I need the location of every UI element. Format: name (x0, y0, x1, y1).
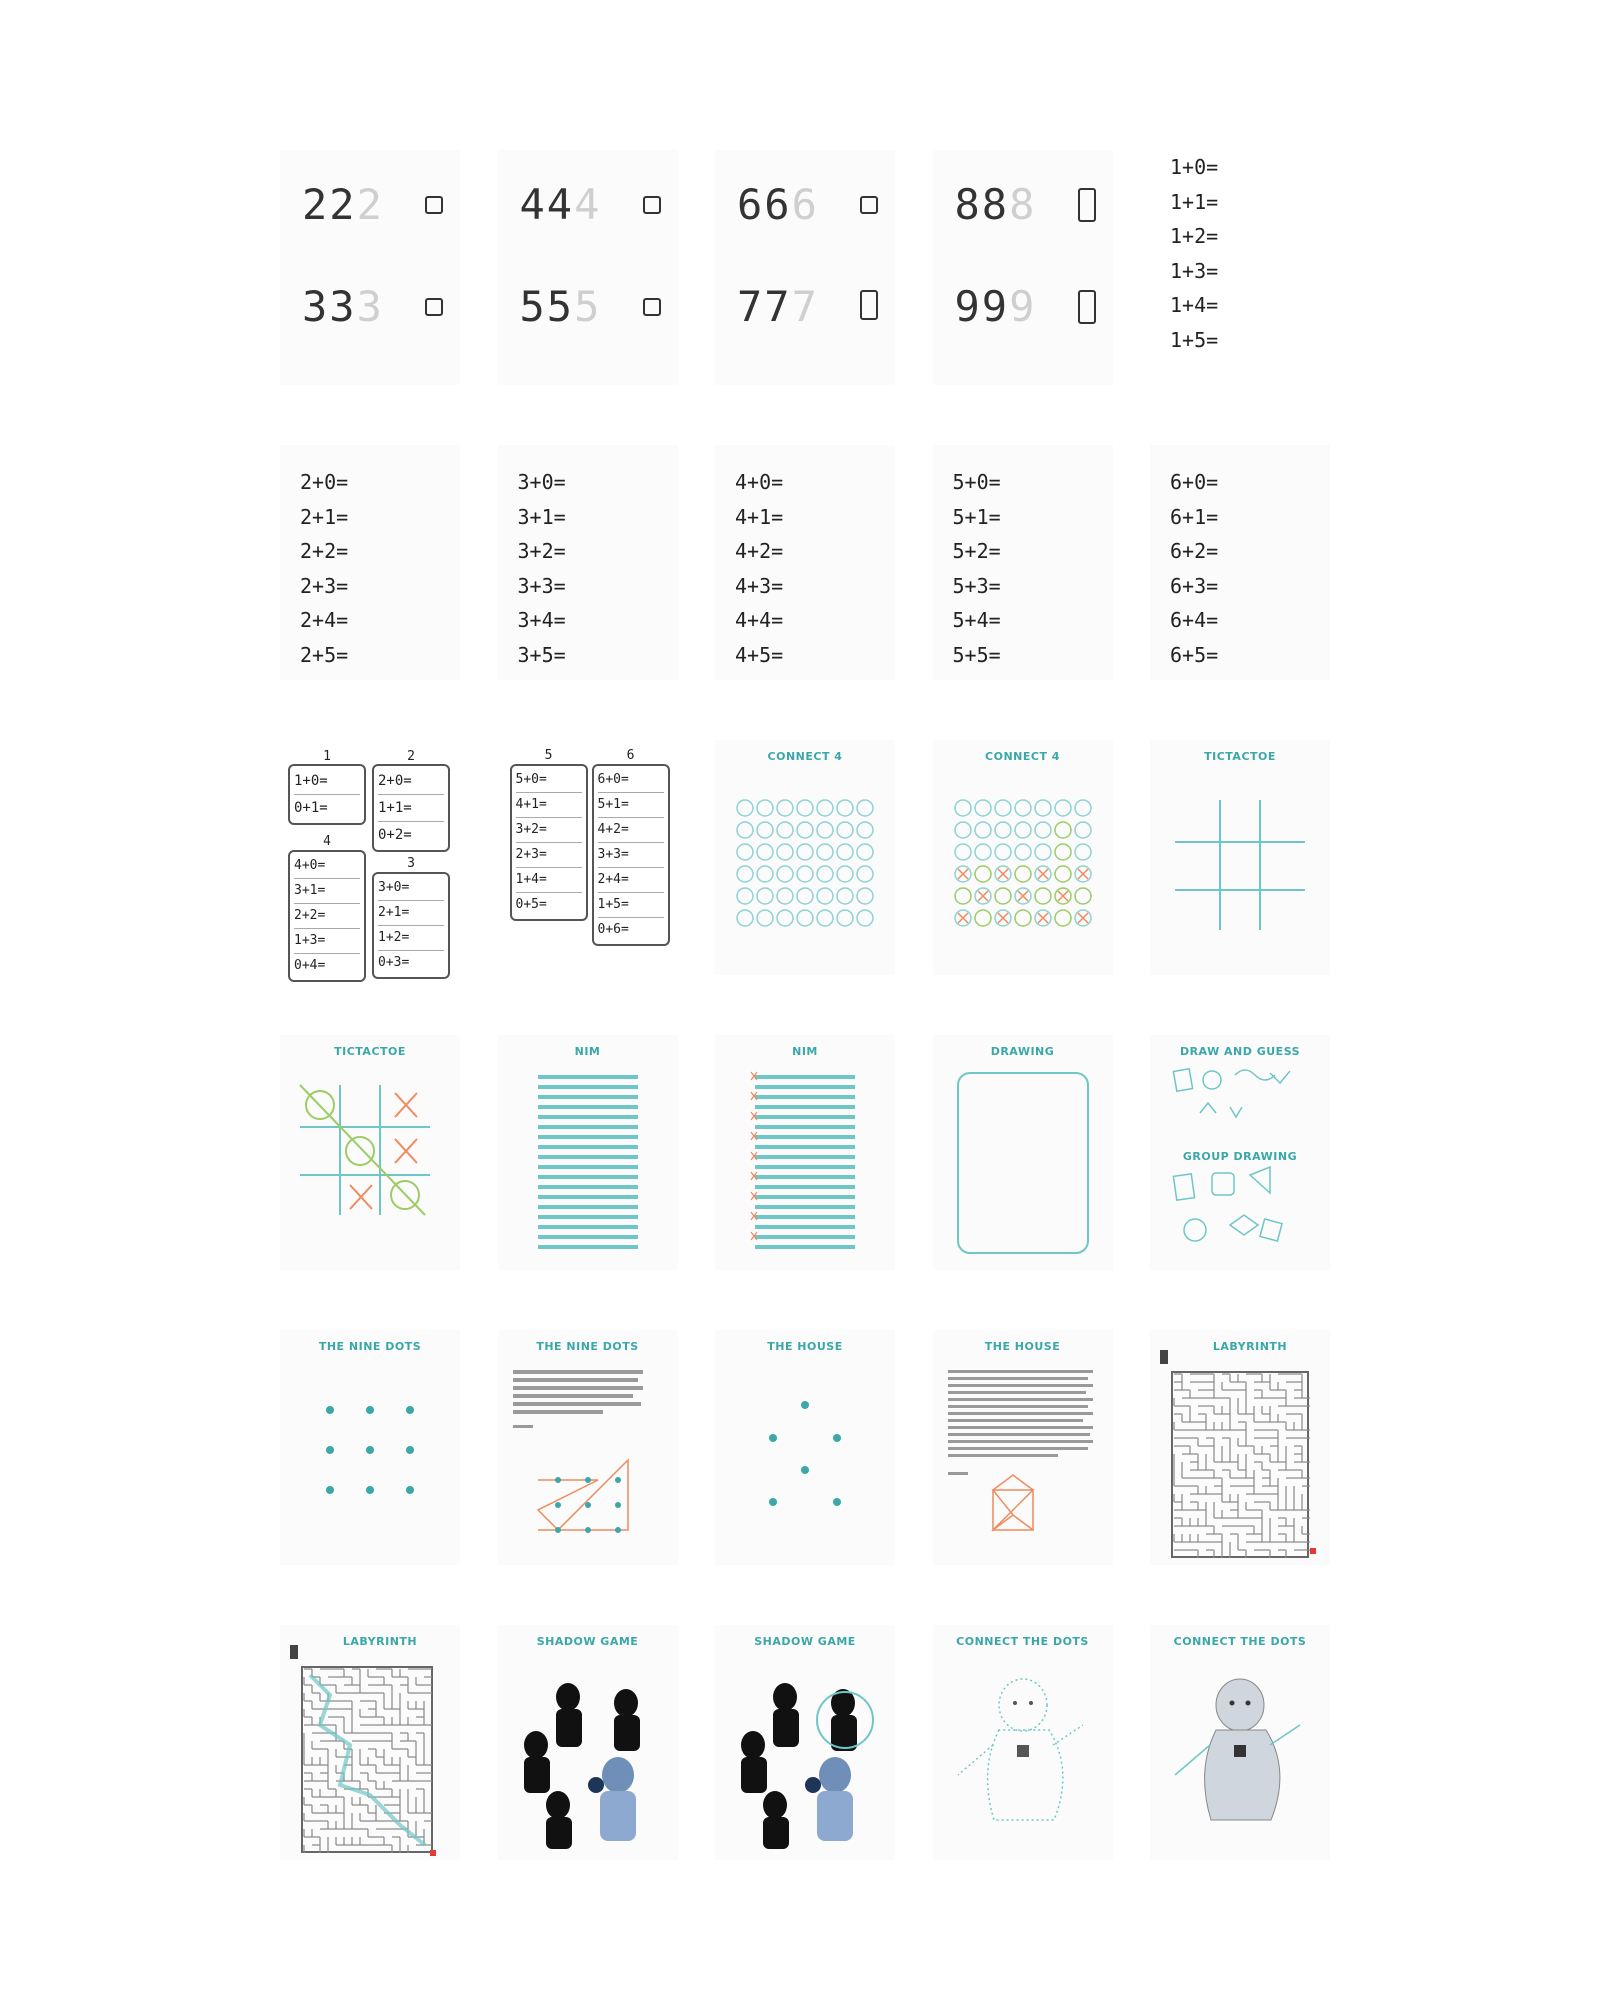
card-title: THE HOUSE (984, 1340, 1061, 1353)
connect4-slot (975, 822, 991, 838)
nim-sticks-played (715, 1035, 895, 1270)
sums-card-4 (715, 445, 895, 680)
card-title: CONNECT 4 (985, 750, 1060, 763)
card-title: THE NINE DOTS (536, 1340, 639, 1353)
sum-line: 1+2= (1170, 224, 1219, 248)
nim-sticks (498, 1035, 678, 1270)
nim-stick (538, 1225, 638, 1229)
nim-stick (538, 1145, 638, 1149)
sums-card-1 (1150, 150, 1330, 385)
connect4-slot (837, 844, 853, 860)
nine-dots-card (280, 1330, 460, 1565)
traced-digit: 7 (791, 282, 819, 331)
connect4-slot (737, 866, 753, 882)
connect4-slot (1015, 822, 1031, 838)
connect4-x-mark (1078, 869, 1088, 879)
connect4-slot (975, 844, 991, 860)
connect4-slot (857, 822, 873, 838)
nim-stick (755, 1155, 855, 1159)
card-title: TICTACTOE (334, 1045, 406, 1058)
card-title: LABYRINTH (1212, 1340, 1288, 1353)
row-games-1 (280, 740, 1330, 975)
trace-bottom: 333 (302, 282, 384, 331)
connect4-slot (1075, 844, 1091, 860)
connect4-slot (1035, 844, 1051, 860)
trace-top: 444 (519, 180, 602, 229)
connect4-x-mark (998, 913, 1008, 923)
die-icon (860, 196, 878, 214)
tictactoe-grid (1150, 740, 1330, 975)
house-dots (715, 1330, 895, 1565)
card-subtitle: GROUP DRAWING (1182, 1150, 1298, 1163)
row-tracing (280, 150, 1330, 385)
connect4-slot (1055, 822, 1071, 838)
connect4-slot (797, 822, 813, 838)
sums-card-6 (1150, 445, 1330, 680)
card-title: TICTACTOE (1204, 750, 1276, 763)
row-sums (280, 445, 1330, 680)
nim-stick (538, 1205, 638, 1209)
house-card (715, 1330, 895, 1565)
nim-stick (538, 1135, 638, 1139)
connect4-slot (817, 800, 833, 816)
connect4-slot (1035, 800, 1051, 816)
card-title: LABYRINTH (342, 1635, 418, 1648)
shadow-game-solution-card (715, 1625, 895, 1860)
connect4-slot (1075, 822, 1091, 838)
connect4-slot (737, 910, 753, 926)
connect4-card (715, 740, 895, 975)
nim-stick (755, 1115, 855, 1119)
nim-stick (755, 1195, 855, 1199)
nim-stick (538, 1085, 638, 1089)
connect4-slot (995, 822, 1011, 838)
nim-stick (755, 1085, 855, 1089)
connect4-slot (837, 822, 853, 838)
sum-list (1170, 150, 1218, 357)
connect4-slot (817, 822, 833, 838)
connect-dots-picture (1150, 1625, 1330, 1860)
nim-stick (755, 1225, 855, 1229)
card-title: THE HOUSE (767, 1340, 843, 1353)
row-pictures (280, 1625, 1330, 1860)
nim-stick (755, 1205, 855, 1209)
connect4-slot (797, 888, 813, 904)
card-title: DRAW AND GUESS (1179, 1045, 1301, 1058)
sums-card-3 (498, 445, 678, 680)
traced-digit: 6 (791, 180, 819, 229)
nine-dots-solution-card (498, 1330, 678, 1565)
card-title: THE NINE DOTS (318, 1340, 422, 1353)
connect4-slot (1055, 844, 1071, 860)
nim-stick (755, 1095, 855, 1099)
connect4-slot (1035, 822, 1051, 838)
card-title: SHADOW GAME (754, 1635, 856, 1648)
connect4-slot (777, 888, 793, 904)
nim-stick (538, 1105, 638, 1109)
tag-5: 5 5+0= 4+1= 3+2= 2+3= 1+4= 0+5= (510, 764, 588, 921)
connect4-slot (955, 844, 971, 860)
shadow-silhouettes-solution (715, 1625, 895, 1860)
tictactoe-played-card (280, 1035, 460, 1270)
connect4-x-mark (978, 891, 988, 901)
connect4-slot (757, 866, 773, 882)
shadow-silhouettes (498, 1625, 678, 1860)
nim-stick (538, 1165, 638, 1169)
connect4-slot (1015, 800, 1031, 816)
connect4-slot (1015, 844, 1031, 860)
tracing-card-6-7 (715, 150, 895, 385)
trace-bottom: 999 (954, 282, 1037, 331)
connect4-slot (1035, 888, 1051, 904)
connect4-slot (777, 800, 793, 816)
nim-stick (538, 1075, 638, 1079)
connect4-slot (1055, 866, 1071, 882)
connect4-slot (797, 844, 813, 860)
connect4-slot (837, 800, 853, 816)
drawing-card (933, 1035, 1113, 1270)
connect4-slot (1055, 800, 1071, 816)
card-title: DRAWING (990, 1045, 1055, 1058)
card-title: CONNECT 4 (767, 750, 843, 763)
die-icon (425, 196, 443, 214)
row-games-2 (280, 1035, 1330, 1270)
nim-stick (538, 1155, 638, 1159)
connect4-slot (995, 888, 1011, 904)
connect4-slot (797, 910, 813, 926)
connect4-slot (817, 888, 833, 904)
connect4-slot (975, 800, 991, 816)
tracing-card-2-3 (280, 150, 460, 385)
sum-list: 4+0= 4+1= 4+2= 4+3= 4+4= 4+5= (735, 470, 784, 667)
traced-digit: 3 (356, 282, 384, 331)
connect4-slot (955, 888, 971, 904)
connect4-slot (995, 800, 1011, 816)
sums-card-5 (933, 445, 1113, 680)
tag-6: 6 6+0= 5+1= 4+2= 3+3= 2+4= 1+5= 0+6= (592, 764, 670, 946)
nine-dots (280, 1330, 460, 1565)
connect4-x-mark (1018, 891, 1028, 901)
connect4-slot (737, 800, 753, 816)
nim-stick (538, 1125, 638, 1129)
nim-played-card (715, 1035, 895, 1270)
sum-list: 6+0= 6+1= 6+2= 6+3= 6+4= 6+5= (1170, 470, 1219, 667)
traced-digit: 2 (356, 180, 384, 229)
connect4-slot (757, 822, 773, 838)
nim-stick (538, 1185, 638, 1189)
nine-dots-solution (498, 1330, 678, 1565)
connect4-x-mark (958, 869, 968, 879)
nim-stick (755, 1075, 855, 1079)
draw-and-guess-card (1150, 1035, 1330, 1270)
connect4-slot (857, 866, 873, 882)
sums-card-2 (280, 445, 460, 680)
connect4-slot (777, 910, 793, 926)
connect4-slot (737, 822, 753, 838)
traced-digit: 8 (1009, 180, 1037, 229)
nim-stick (538, 1215, 638, 1219)
nim-stick (538, 1195, 638, 1199)
card-title: SHADOW GAME (536, 1635, 639, 1648)
sum-list: 5+0= 5+1= 5+2= 5+3= 5+4= 5+5= (952, 470, 1001, 667)
connect4-slot (857, 844, 873, 860)
sum-line: 1+0= (1170, 155, 1219, 179)
connect4-slot (1075, 888, 1091, 904)
connect4-slot (955, 800, 971, 816)
drawing-frame (933, 1035, 1113, 1270)
die-icon (1078, 290, 1096, 324)
sum-line: 1+5= (1170, 327, 1219, 352)
labyrinth-solution (280, 1625, 460, 1860)
trace-top: 666 (737, 180, 819, 229)
tags-card-a (280, 740, 460, 975)
card-title: CONNECT THE DOTS (1173, 1635, 1307, 1648)
tag-1: 1 1+0= 0+1= (288, 764, 366, 825)
connect4-slot (777, 866, 793, 882)
connect4-slot (837, 888, 853, 904)
connect-dots-outline (933, 1625, 1113, 1860)
connect4-slot (817, 844, 833, 860)
nim-stick (538, 1235, 638, 1239)
die-icon (1078, 188, 1096, 222)
nim-stick (755, 1185, 855, 1189)
card-title: NIM (792, 1045, 818, 1058)
connect4-slot (1015, 910, 1031, 926)
connect4-slot (757, 888, 773, 904)
sum-list: 3+0= 3+1= 3+2= 3+3= 3+4= 3+5= (517, 470, 566, 667)
connect4-slot (797, 866, 813, 882)
traced-digit: 5 (574, 282, 602, 331)
traced-digit: 9 (1009, 282, 1037, 331)
connect4-x-mark (1058, 891, 1068, 901)
connect4-slot (757, 844, 773, 860)
tictactoe-card (1150, 740, 1330, 975)
nim-stick (538, 1175, 638, 1179)
nim-stick (755, 1175, 855, 1179)
connect4-slot (857, 888, 873, 904)
house-solution-card (933, 1330, 1113, 1565)
trace-bottom: 777 (737, 282, 819, 331)
connect4-slot (857, 910, 873, 926)
connect4-slot (817, 910, 833, 926)
connect4-x-mark (958, 913, 968, 923)
row-puzzles (280, 1330, 1330, 1565)
connect4-played-card (933, 740, 1113, 975)
tracing-card-4-5 (498, 150, 678, 385)
traced-digit: 4 (574, 180, 602, 229)
sum-line: 1+3= (1170, 258, 1219, 283)
die-icon (425, 298, 443, 316)
connect-dots-solution-card (1150, 1625, 1330, 1860)
sum-line: 1+1= (1170, 189, 1219, 214)
trace-bottom: 555 (519, 282, 602, 331)
connect4-x-mark (998, 869, 1008, 879)
nim-stick (538, 1245, 638, 1249)
connect4-slot (737, 844, 753, 860)
house-solution (933, 1330, 1113, 1565)
nim-stick (755, 1105, 855, 1109)
connect4-slot (1055, 910, 1071, 926)
connect4-board-played (933, 740, 1113, 975)
die-icon (643, 196, 661, 214)
connect4-slot (995, 844, 1011, 860)
connect4-slot (777, 844, 793, 860)
card-title: NIM (574, 1045, 601, 1058)
nim-stick (755, 1245, 855, 1249)
labyrinth (1150, 1330, 1330, 1565)
connect4-slot (777, 822, 793, 838)
die-icon (860, 290, 878, 320)
connect4-slot (1075, 800, 1091, 816)
tags-card-b (498, 740, 678, 975)
connect4-board (715, 740, 895, 975)
nim-stick (755, 1215, 855, 1219)
connect4-slot (1015, 866, 1031, 882)
doodles-illustration (1150, 1035, 1330, 1270)
connect4-x-mark (1038, 913, 1048, 923)
die-icon (643, 298, 661, 316)
tag-3: 3 3+0= 2+1= 1+2= 0+3= (372, 872, 450, 979)
labyrinth-solution-card (280, 1625, 460, 1860)
shadow-game-card (498, 1625, 678, 1860)
trace-top: 222 (302, 180, 384, 229)
trace-top: 888 (954, 180, 1037, 229)
nim-stick (538, 1115, 638, 1119)
connect4-slot (757, 910, 773, 926)
sum-line: 1+4= (1170, 293, 1219, 317)
connect4-slot (857, 800, 873, 816)
connect4-slot (797, 800, 813, 816)
connect4-x-mark (1038, 869, 1048, 879)
nim-stick (755, 1235, 855, 1239)
nim-stick (755, 1165, 855, 1169)
tracing-card-8-9 (933, 150, 1113, 385)
nim-stick (538, 1095, 638, 1099)
connect4-slot (757, 800, 773, 816)
connect4-slot (975, 866, 991, 882)
connect4-slot (975, 910, 991, 926)
connect-dots-card (933, 1625, 1113, 1860)
card-title: CONNECT THE DOTS (956, 1635, 1089, 1648)
tictactoe-played (280, 1035, 460, 1270)
connect4-x-mark (1078, 913, 1088, 923)
sum-list: 2+0= 2+1= 2+2= 2+3= 2+4= 2+5= (300, 470, 349, 667)
connect4-slot (837, 866, 853, 882)
nim-stick (755, 1145, 855, 1149)
connect4-slot (955, 822, 971, 838)
tag-4: 4 4+0= 3+1= 2+2= 1+3= 0+4= (288, 850, 366, 982)
connect4-slot (737, 888, 753, 904)
labyrinth-card (1150, 1330, 1330, 1565)
nim-stick (755, 1135, 855, 1139)
tag-2: 2 2+0= 1+1= 0+2= (372, 764, 450, 852)
nim-card (498, 1035, 678, 1270)
connect4-slot (837, 910, 853, 926)
connect4-slot (817, 866, 833, 882)
nim-stick (755, 1125, 855, 1129)
